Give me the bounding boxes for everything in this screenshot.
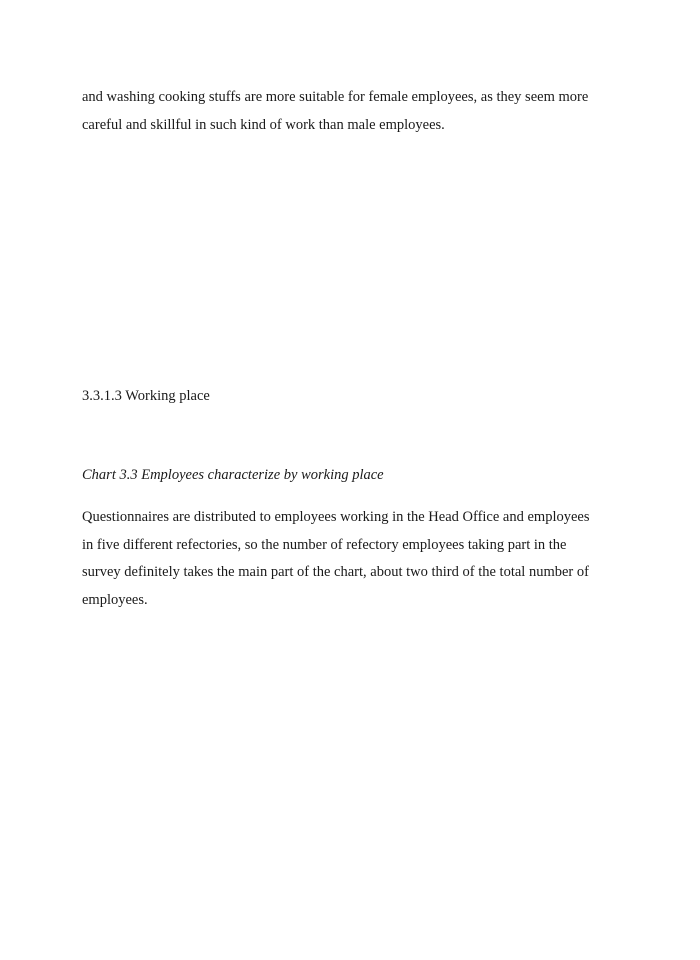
paragraph-top [82,84,612,139]
paragraph-line: employees. [82,591,148,608]
paragraph-line: Questionnaires are distributed to employees working in the Head Office and employees [82,509,590,525]
section-heading: 3.3.1.3 Working place [82,388,210,404]
paragraph-line: and washing cooking stuffs are more suitable for female employees, as they seem more [82,89,589,105]
paragraph-line: survey definitely takes the main part of the chart, about two third of the total number of [82,564,589,580]
paragraph-line: careful and skillful in such kind of work than male employees. [82,116,445,133]
paragraph-line: in five different refectories, so the number of refectory employees taking part in the [82,536,567,553]
paragraph-bottom [82,504,612,614]
chart-caption: Chart 3.3 Employees characterize by working place [82,467,384,483]
